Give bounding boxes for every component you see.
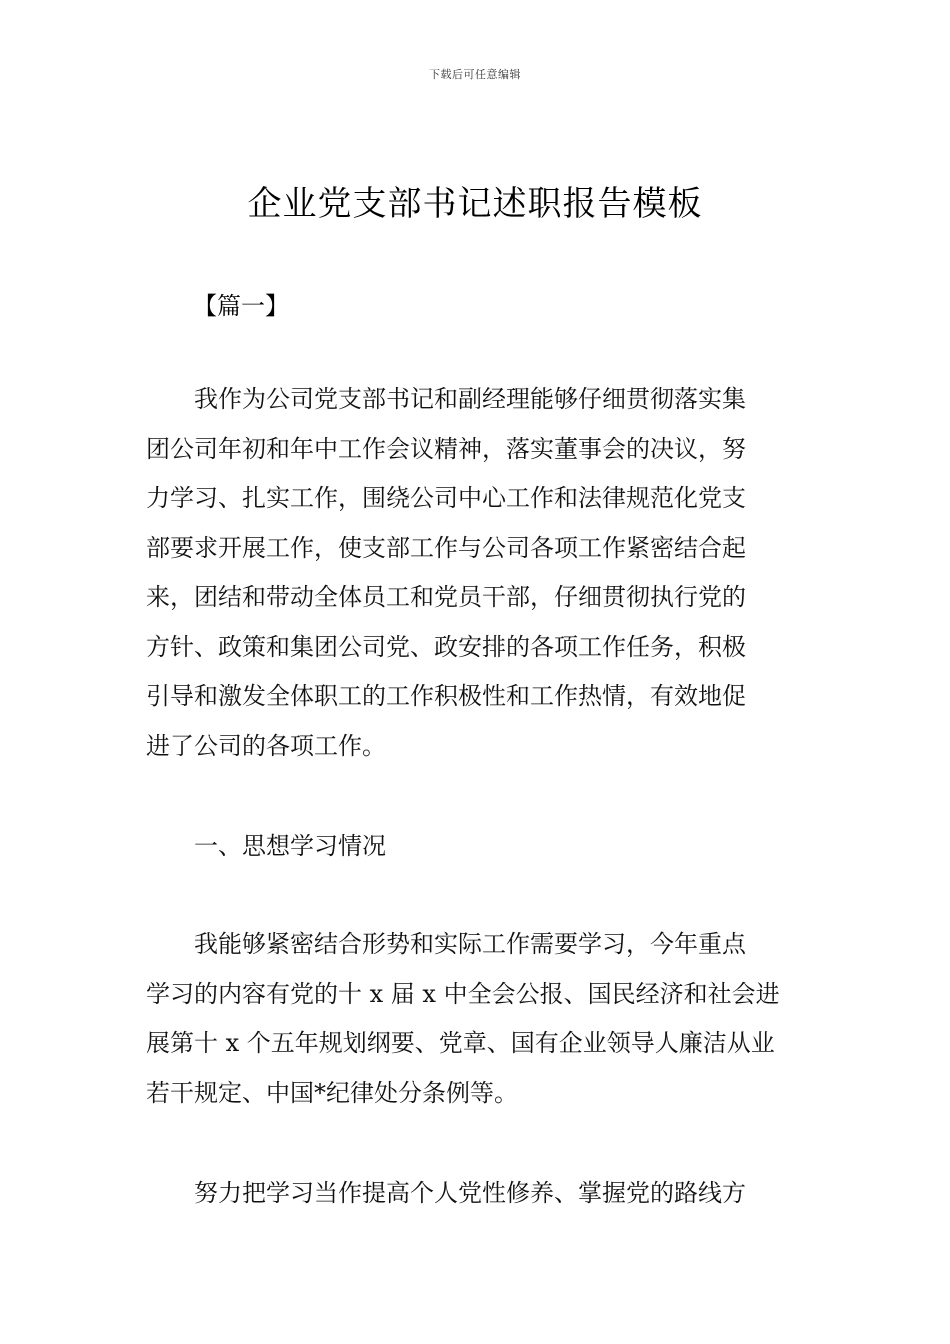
document-title: 企业党支部书记述职报告模板: [247, 184, 703, 224]
paragraph-line: 我能够紧密结合形势和实际工作需要学习，今年重点: [194, 930, 746, 958]
paragraph-line: 力学习、扎实工作，围绕公司中心工作和法律规范化党支: [146, 484, 746, 512]
paragraph-1: [146, 375, 808, 771]
paragraph-line: 若干规定、中国*纪律处分条例等。: [146, 1078, 518, 1107]
paragraph-line: 努力把学习当作提高个人党性修养、掌握党的路线方: [194, 1179, 746, 1207]
paragraph-line: 进了公司的各项工作。: [146, 731, 386, 760]
paragraph-line: 学习的内容有党的十 x 届 x 中全会公报、国民经济和社会进: [146, 979, 780, 1008]
paragraph-2: [146, 920, 808, 1118]
paragraph-line: 引导和激发全体职工的工作积极性和工作热情，有效地促: [146, 682, 746, 710]
paragraph-3: [146, 1169, 808, 1219]
header-note: 下载后可任意编辑: [429, 68, 521, 81]
paragraph-line: 来，团结和带动全体员工和党员干部，仔细贯彻执行党的: [146, 583, 746, 611]
paragraph-line: 团公司年初和年中工作会议精神，落实董事会的决议，努: [146, 434, 746, 463]
section-heading-1: [146, 822, 808, 872]
section-mark: 【篇一】: [193, 292, 289, 320]
heading-text: 一、思想学习情况: [194, 832, 386, 860]
paragraph-line: 部要求开展工作，使支部工作与公司各项工作紧密结合起: [146, 533, 746, 562]
paragraph-line: 我作为公司党支部书记和副经理能够仔细贯彻落实集: [194, 385, 746, 413]
paragraph-line: 方针、政策和集团公司党、政安排的各项工作任务，积极: [146, 632, 746, 661]
paragraph-line: 展第十 x 个五年规划纲要、党章、国有企业领导人廉洁从业: [146, 1029, 775, 1057]
